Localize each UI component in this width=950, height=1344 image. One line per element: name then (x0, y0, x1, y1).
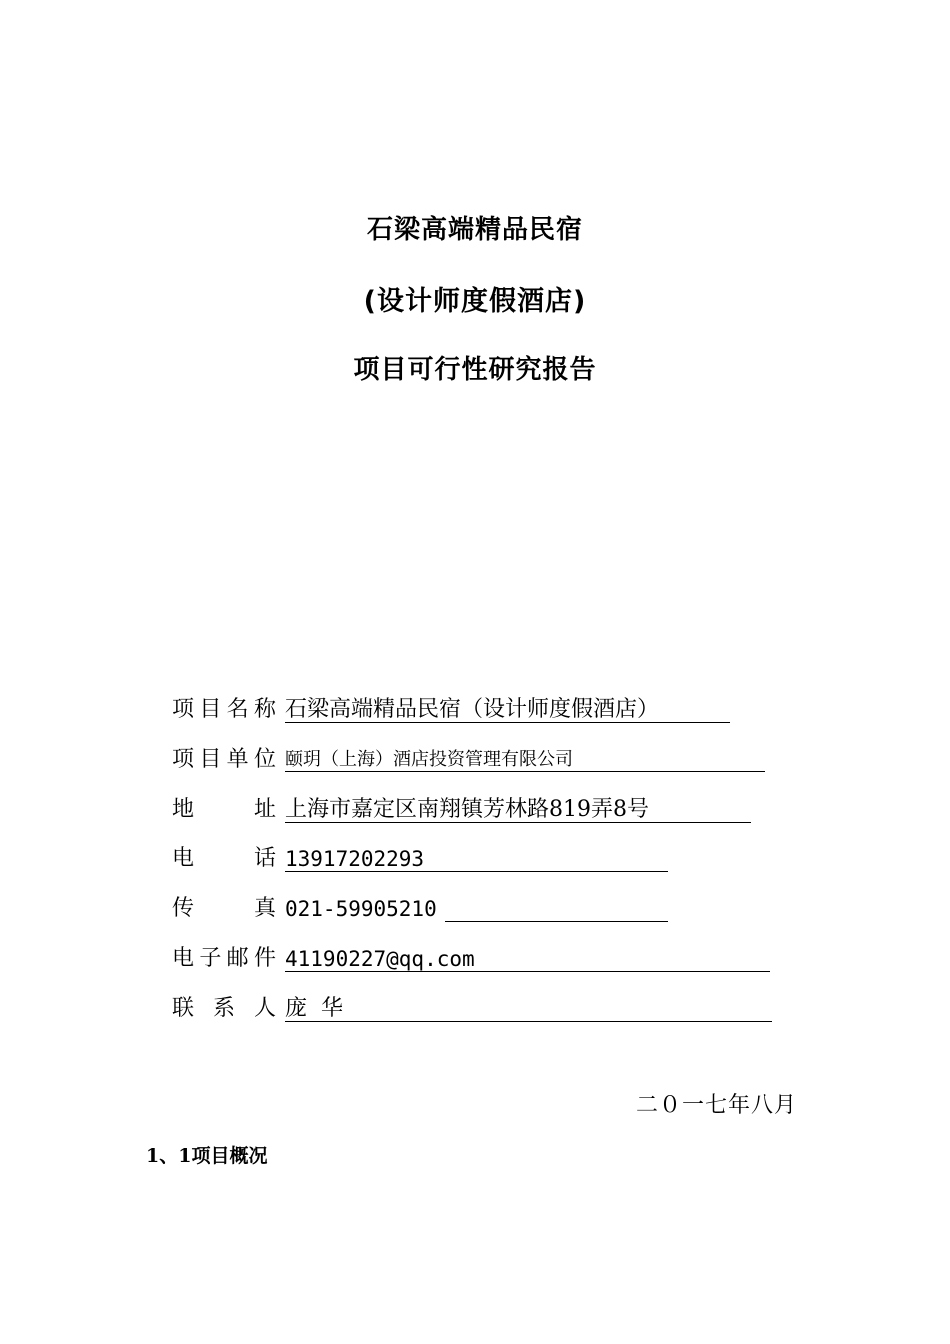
contact-underline (285, 1021, 772, 1022)
address-underline (285, 822, 751, 823)
email-value: 41190227@qq.com (285, 947, 475, 971)
project-unit-label: 项目单位 (172, 747, 276, 772)
report-date: 二０一七年八月 (636, 1093, 798, 1118)
fax-underline (445, 921, 668, 922)
phone-value: 13917202293 (285, 847, 425, 871)
info-row-project-name (172, 694, 732, 726)
project-name-label: 项目名称 (172, 697, 276, 722)
fax-value: 021-59905210 (285, 897, 437, 921)
info-row-email (172, 943, 772, 975)
info-row-contact (172, 993, 772, 1025)
report-title-line-2: (设计师度假酒店) (363, 286, 587, 317)
address-label: 地址 (172, 797, 276, 822)
info-row-address (172, 794, 762, 826)
project-name-underline (285, 722, 730, 723)
address-value: 上海市嘉定区南翔镇芳林路819弄8号 (285, 797, 649, 822)
phone-label: 电话 (172, 846, 276, 871)
report-title-line-1: 石梁高端精品民宿 (366, 215, 583, 245)
report-title-line-3: 项目可行性研究报告 (353, 355, 597, 385)
section-heading: 1、1项目概况 (146, 1145, 268, 1167)
phone-underline (285, 871, 668, 872)
project-unit-value: 颐玥（上海）酒店投资管理有限公司 (285, 749, 573, 770)
info-row-phone (172, 843, 672, 875)
fax-label: 传真 (172, 896, 276, 921)
email-label: 电子邮件 (172, 946, 276, 971)
contact-label: 联系人 (172, 996, 276, 1021)
info-row-project-unit (172, 744, 772, 776)
email-underline (285, 971, 770, 972)
project-name-value: 石梁高端精品民宿（设计师度假酒店） (285, 697, 660, 722)
info-row-fax (172, 893, 672, 925)
contact-value: 庞 华 (285, 996, 343, 1021)
project-unit-underline (285, 771, 765, 772)
